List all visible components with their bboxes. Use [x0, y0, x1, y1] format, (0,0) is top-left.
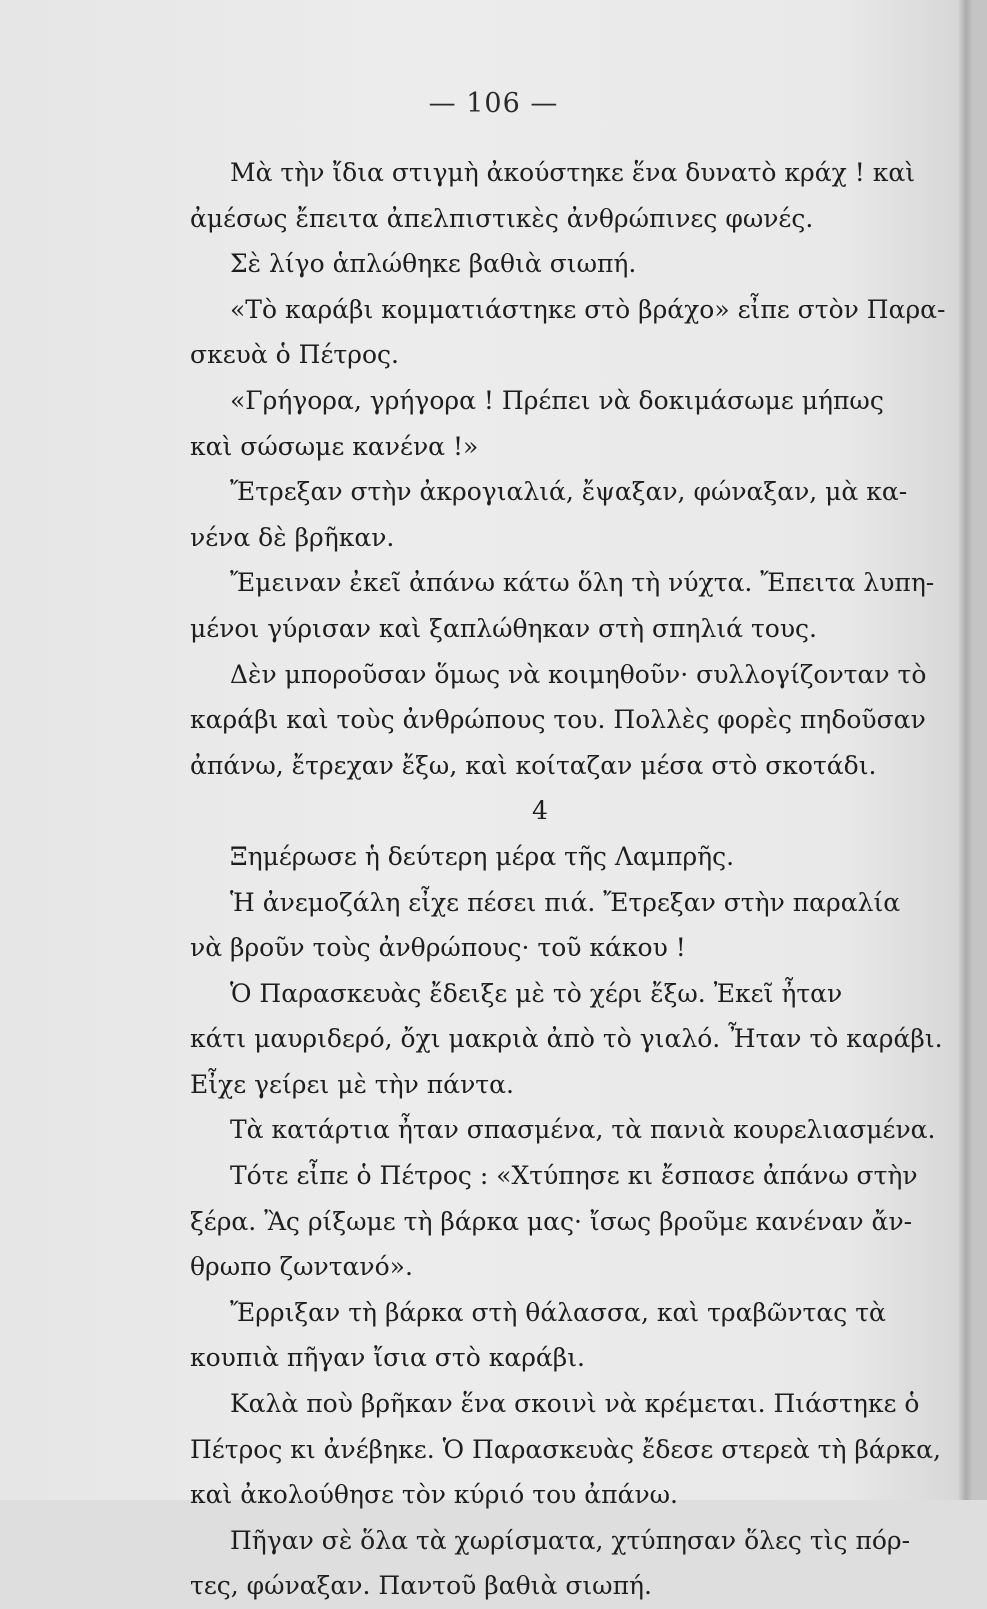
text-line: Δὲν μποροῦσαν ὅμως νὰ κοιμηθοῦν· συλλογίζονταν τὸ	[230, 659, 927, 689]
text-line: ἀπάνω, ἔτρεχαν ἔξω, καὶ κοίταζαν μέσα στὸ σκοτάδι.	[190, 750, 877, 780]
text-line: Ἡ ἀνεμοζάλη εἶχε πέσει πιά. Ἔτρεξαν στὴν παραλία	[230, 887, 901, 917]
text-line: καὶ σώσωμε κανένα !»	[190, 431, 479, 461]
text-line: Ἔτρεξαν στὴν ἀκρογιαλιά, ἔψαξαν, φώναξαν, μὰ κα-	[230, 477, 908, 507]
section-number: 4	[532, 796, 548, 826]
book-spine-shadow	[959, 0, 973, 1500]
text-line: Καλὰ ποὺ βρῆκαν ἕνα σκοινὶ νὰ κρέμεται. Πιάστηκε ὁ	[230, 1389, 920, 1419]
text-line: Πῆγαν σὲ ὅλα τὰ χωρίσματα, χτύπησαν ὅλες τὶς πόρ-	[230, 1525, 911, 1555]
text-line: σκευὰ ὁ Πέτρος.	[190, 340, 399, 370]
text-line: Εἶχε γείρει μὲ τὴν πάντα.	[190, 1069, 514, 1099]
text-line: Ἔμειναν ἐκεῖ ἀπάνω κάτω ὅλη τὴ νύχτα. Ἔπειτα λυπη-	[230, 568, 935, 598]
text-line: καράβι καὶ τοὺς ἀνθρώπους του. Πολλὲς φορὲς πηδοῦσαν	[190, 705, 926, 735]
text-line: Μὰ τὴν ἴδια στιγμὴ ἀκούστηκε ἕνα δυνατὸ κράχ ! καὶ	[230, 158, 916, 187]
text-line: καὶ ἀκολούθησε τὸν κύριό του ἀπάνω.	[190, 1480, 679, 1510]
text-line: κάτι μαυριδερό, ὄχι μακριὰ ἀπὸ τὸ γιαλό. Ἦταν τὸ καράβι.	[190, 1024, 943, 1054]
text-line: «Γρήγορα, γρήγορα ! Πρέπει νὰ δοκιμάσωμε μήπως	[230, 385, 884, 415]
book-spine-edge	[973, 0, 987, 1500]
text-line: Τότε εἶπε ὁ Πέτρος : «Χτύπησε κι ἔσπασε ἀπάνω στὴν	[230, 1161, 918, 1191]
text-line: «Τὸ καράβι κομματιάστηκε στὸ βράχο» εἶπε στὸν Παρα-	[230, 294, 946, 324]
text-line: μένοι γύρισαν καὶ ξαπλώθηκαν στὴ σπηλιά τους.	[190, 613, 817, 643]
text-line: ἀμέσως ἔπειτα ἀπελπιστικὲς ἀνθρώπινες φωνές.	[190, 203, 814, 233]
text-line: τες, φώναξαν. Παντοῦ βαθιὰ σιωπή.	[190, 1571, 652, 1601]
text-line: Τὰ κατάρτια ἦταν σπασμένα, τὰ πανιὰ κουρελιασμένα.	[230, 1115, 936, 1145]
text-line: κουπιὰ πῆγαν ἴσια στὸ καράβι.	[190, 1343, 585, 1373]
text-line: ξέρα. Ἂς ρίξωμε τὴ βάρκα μας· ἴσως βροῦμε κανέναν ἄν-	[190, 1206, 913, 1236]
page-number-header: — 106 —	[428, 88, 559, 119]
text-line: Ἔρριξαν τὴ βάρκα στὴ θάλασσα, καὶ τραβῶντας τὰ	[230, 1297, 886, 1327]
text-line: θρωπο ζωντανό».	[190, 1252, 413, 1282]
text-line: Ξημέρωσε ἡ δεύτερη μέρα τῆς Λαμπρῆς.	[230, 841, 735, 871]
text-line: Σὲ λίγο ἁπλώθηκε βαθιὰ σιωπή.	[230, 249, 637, 279]
text-line: νένα δὲ βρῆκαν.	[190, 522, 395, 552]
text-line: Ὁ Παρασκευὰς ἔδειξε μὲ τὸ χέρι ἔξω. Ἐκεῖ ἦταν	[230, 978, 843, 1008]
text-line: νὰ βροῦν τοὺς ἀνθρώπους· τοῦ κάκου !	[190, 933, 686, 963]
body-text	[190, 150, 950, 1609]
text-line: Πέτρος κι ἀνέβηκε. Ὁ Παρασκευὰς ἔδεσε στερεὰ τὴ βάρκα,	[190, 1434, 941, 1464]
